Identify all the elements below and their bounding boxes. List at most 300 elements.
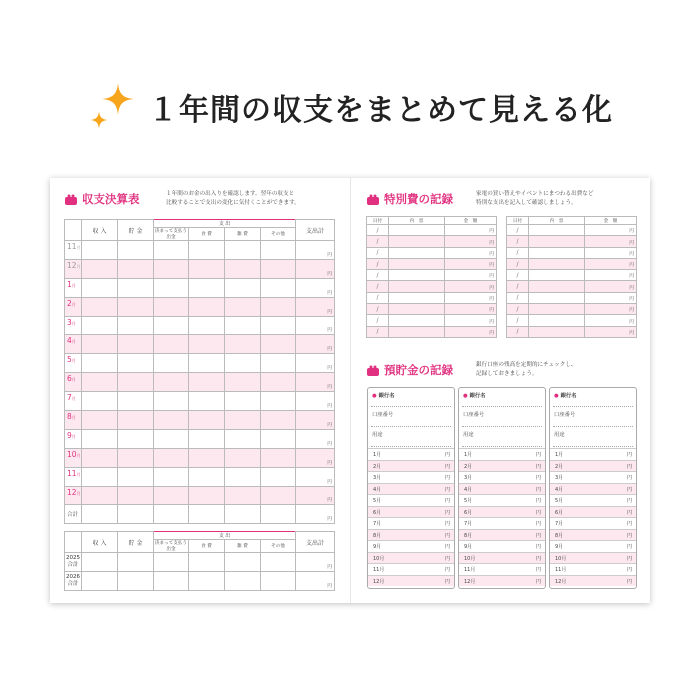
balance-month: 8月 (555, 532, 564, 539)
balance-row[interactable] (368, 529, 454, 541)
balance-row[interactable] (368, 471, 454, 483)
content-cell[interactable] (529, 281, 585, 292)
balance-yen: 円 (444, 475, 450, 481)
month-row (65, 278, 335, 297)
entry-cell[interactable] (118, 259, 154, 278)
month-label (65, 392, 82, 411)
month-label (65, 373, 82, 392)
entry-cell[interactable] (261, 241, 296, 260)
balance-yen: 円 (626, 498, 632, 504)
entry-cell[interactable] (189, 429, 225, 448)
special-row (507, 247, 637, 258)
total-cell[interactable]: 円 (296, 429, 335, 448)
balance-row[interactable] (459, 460, 545, 472)
entry-cell[interactable] (189, 486, 225, 505)
entry-cell[interactable] (154, 467, 189, 486)
balance-row[interactable] (550, 448, 636, 460)
month-row (65, 297, 335, 316)
entry-cell[interactable] (154, 448, 189, 467)
entry-cell[interactable] (118, 354, 154, 373)
month-unit: 月 (71, 339, 76, 345)
total-cell[interactable]: 円 (296, 259, 335, 278)
entry-cell[interactable] (261, 297, 296, 316)
entry-cell[interactable] (225, 467, 261, 486)
total-cell[interactable]: 円 (296, 241, 335, 260)
entry-cell[interactable] (189, 553, 225, 572)
month-unit: 月 (71, 282, 76, 288)
balance-row[interactable] (550, 575, 636, 587)
write-line[interactable] (462, 446, 542, 447)
entry-cell[interactable] (189, 572, 225, 591)
entry-cell[interactable] (261, 278, 296, 297)
balance-yen: 円 (535, 567, 541, 573)
balance-month: 9月 (373, 544, 382, 550)
entry-cell[interactable] (154, 241, 189, 260)
entry-cell[interactable] (154, 572, 189, 591)
content-cell[interactable] (529, 326, 585, 337)
balance-row[interactable] (368, 563, 454, 575)
balance-yen: 円 (626, 463, 632, 470)
special-row (507, 281, 637, 292)
date-cell[interactable]: / (367, 281, 389, 292)
balance-row[interactable] (368, 575, 454, 587)
balance-month: 4月 (555, 486, 564, 493)
write-line[interactable] (553, 426, 633, 427)
entry-cell[interactable] (118, 448, 154, 467)
entry-cell[interactable] (225, 297, 261, 316)
entry-cell[interactable] (225, 259, 261, 278)
balance-row[interactable] (368, 552, 454, 564)
write-line[interactable] (553, 446, 633, 447)
month-row (65, 411, 335, 430)
content-cell[interactable] (529, 258, 585, 269)
content-cell[interactable] (389, 225, 445, 236)
entry-cell[interactable] (154, 316, 189, 335)
balance-yen: 円 (535, 486, 541, 493)
entry-cell[interactable] (118, 316, 154, 335)
entry-cell[interactable] (225, 335, 261, 354)
entry-cell[interactable] (118, 572, 154, 591)
entry-cell[interactable] (118, 411, 154, 430)
month-unit: 月 (76, 245, 81, 250)
entry-cell[interactable] (189, 316, 225, 335)
date-cell[interactable]: / (367, 258, 389, 269)
date-cell[interactable]: / (367, 304, 389, 315)
balance-row[interactable] (459, 517, 545, 529)
entry-cell[interactable] (82, 553, 118, 572)
entry-cell[interactable] (189, 448, 225, 467)
month-label (65, 354, 82, 373)
balance-yen: 円 (535, 521, 541, 527)
amount-cell[interactable]: 円 (445, 258, 497, 269)
total-cell[interactable]: 円 (296, 411, 335, 430)
amount-cell[interactable]: 円 (585, 258, 637, 269)
total-cell[interactable]: 円 (296, 316, 335, 335)
entry-cell[interactable] (154, 278, 189, 297)
entry-cell[interactable] (82, 354, 118, 373)
balance-row[interactable] (550, 529, 636, 541)
balance-row[interactable] (368, 506, 454, 518)
amount-cell[interactable]: 円 (585, 304, 637, 315)
entry-cell[interactable] (82, 429, 118, 448)
headline-area (90, 82, 613, 132)
content-cell[interactable] (389, 247, 445, 258)
total-cell[interactable]: 円 (296, 354, 335, 373)
amount-cell[interactable]: 円 (585, 326, 637, 337)
date-cell[interactable]: / (367, 326, 389, 337)
entry-cell[interactable] (189, 392, 225, 411)
notebook-spread (50, 178, 650, 603)
amount-cell[interactable]: 円 (445, 270, 497, 281)
balance-row[interactable] (550, 540, 636, 552)
special-row (367, 292, 497, 303)
entry-cell[interactable] (261, 467, 296, 486)
entry-cell[interactable] (82, 572, 118, 591)
content-cell[interactable] (389, 292, 445, 303)
month-number: 10 (67, 449, 77, 459)
write-line[interactable] (462, 406, 542, 407)
amount-cell[interactable]: 円 (585, 292, 637, 303)
special-title: 特別費の記録 (384, 192, 453, 206)
entry-cell[interactable] (154, 411, 189, 430)
balance-month: 2月 (555, 463, 564, 470)
date-cell[interactable]: / (507, 292, 529, 303)
date-cell[interactable]: / (507, 225, 529, 236)
total-cell[interactable]: 円 (296, 373, 335, 392)
entry-cell[interactable] (118, 241, 154, 260)
amount-cell[interactable]: 円 (445, 304, 497, 315)
entry-cell[interactable] (225, 429, 261, 448)
month-number: 3 (67, 317, 72, 327)
amount-cell[interactable]: 円 (445, 292, 497, 303)
entry-cell[interactable] (154, 297, 189, 316)
total-cell[interactable]: 円 (296, 297, 335, 316)
balance-row[interactable] (459, 506, 545, 518)
year-total-cell[interactable]: 円 (296, 553, 335, 572)
month-number: 4 (67, 336, 72, 346)
balance-yen: 円 (535, 544, 541, 550)
entry-cell[interactable] (225, 241, 261, 260)
date-cell[interactable]: / (367, 225, 389, 236)
special-row (367, 258, 497, 269)
balance-row[interactable] (459, 529, 545, 541)
date-cell[interactable]: / (507, 247, 529, 258)
entry-cell[interactable] (225, 448, 261, 467)
content-cell[interactable] (389, 236, 445, 247)
balance-row[interactable] (550, 506, 636, 518)
date-cell[interactable]: / (367, 270, 389, 281)
entry-cell[interactable] (118, 429, 154, 448)
total-cell[interactable]: 円 (296, 486, 335, 505)
balance-row[interactable] (368, 483, 454, 495)
year-total-cell[interactable]: 円 (296, 572, 335, 591)
balance-row[interactable] (550, 471, 636, 483)
balance-month: 6月 (555, 509, 564, 516)
balance-month: 4月 (373, 486, 382, 493)
entry-cell[interactable] (118, 553, 154, 572)
entry-cell[interactable] (261, 392, 296, 411)
entry-cell[interactable] (82, 392, 118, 411)
entry-cell[interactable] (189, 354, 225, 373)
balance-yen: 円 (444, 521, 450, 527)
entry-cell[interactable] (261, 429, 296, 448)
balance-row[interactable] (459, 483, 545, 495)
balance-yen: 円 (626, 567, 632, 573)
balance-month: 12月 (464, 578, 476, 585)
date-cell[interactable]: / (507, 304, 529, 315)
entry-cell[interactable] (82, 505, 118, 524)
month-row (65, 467, 335, 486)
entry-cell[interactable] (261, 411, 296, 430)
date-cell[interactable]: / (507, 270, 529, 281)
balance-title: 収支決算表 (82, 192, 140, 206)
entry-cell[interactable] (118, 392, 154, 411)
corner-cell (65, 532, 82, 553)
balance-month: 10月 (555, 555, 567, 562)
amount-cell[interactable]: 円 (585, 315, 637, 326)
content-cell[interactable] (529, 270, 585, 281)
content-cell[interactable] (389, 270, 445, 281)
date-cell[interactable]: / (367, 247, 389, 258)
entry-cell[interactable] (82, 241, 118, 260)
write-line[interactable] (371, 446, 451, 447)
amount-cell[interactable]: 円 (445, 247, 497, 258)
special-row (367, 236, 497, 247)
entry-cell[interactable] (225, 373, 261, 392)
date-cell[interactable]: / (367, 315, 389, 326)
balance-yen: 円 (626, 486, 632, 493)
balance-month: 5月 (464, 498, 473, 504)
balance-row[interactable] (459, 552, 545, 564)
content-cell[interactable] (529, 236, 585, 247)
month-number: 1 (67, 279, 72, 289)
balance-yen: 円 (535, 578, 541, 585)
total-cell[interactable]: 円 (296, 335, 335, 354)
special-row (507, 236, 637, 247)
balance-row[interactable] (550, 552, 636, 564)
entry-cell[interactable] (261, 354, 296, 373)
balance-row[interactable] (550, 563, 636, 575)
entry-cell[interactable] (118, 278, 154, 297)
amount-cell[interactable]: 円 (445, 326, 497, 337)
balance-month: 9月 (464, 544, 473, 550)
entry-cell[interactable] (82, 411, 118, 430)
entry-cell[interactable] (82, 278, 118, 297)
balance-month: 11月 (464, 567, 476, 573)
total-cell[interactable]: 円 (296, 278, 335, 297)
content-cell[interactable] (389, 258, 445, 269)
entry-cell[interactable] (189, 241, 225, 260)
entry-cell[interactable] (154, 259, 189, 278)
entry-cell[interactable] (118, 297, 154, 316)
entry-cell[interactable] (225, 278, 261, 297)
write-line[interactable] (553, 406, 633, 407)
entry-cell[interactable] (154, 429, 189, 448)
write-line[interactable] (462, 426, 542, 427)
entry-cell[interactable] (189, 278, 225, 297)
content-cell[interactable] (389, 315, 445, 326)
entry-cell[interactable] (154, 505, 189, 524)
entry-cell[interactable] (225, 392, 261, 411)
total-cell[interactable]: 円 (296, 392, 335, 411)
entry-cell[interactable] (189, 259, 225, 278)
purse-icon (366, 194, 380, 205)
entry-cell[interactable] (189, 411, 225, 430)
entry-cell[interactable] (189, 297, 225, 316)
entry-cell[interactable] (154, 335, 189, 354)
entry-cell[interactable] (261, 486, 296, 505)
balance-row[interactable] (459, 563, 545, 575)
content-cell[interactable] (389, 281, 445, 292)
entry-cell[interactable] (154, 553, 189, 572)
month-number: 7 (67, 393, 72, 403)
entry-cell[interactable] (154, 486, 189, 505)
entry-cell[interactable] (154, 354, 189, 373)
entry-cell[interactable] (261, 316, 296, 335)
entry-cell[interactable] (82, 467, 118, 486)
balance-row[interactable] (368, 460, 454, 472)
date-cell[interactable]: / (507, 326, 529, 337)
amount-cell[interactable]: 円 (445, 281, 497, 292)
entry-cell[interactable] (225, 486, 261, 505)
entry-cell[interactable] (82, 316, 118, 335)
balance-row[interactable] (459, 448, 545, 460)
balance-section-title (64, 191, 140, 207)
entry-cell[interactable] (261, 373, 296, 392)
month-label (65, 259, 82, 278)
balance-row[interactable] (368, 448, 454, 460)
entry-cell[interactable] (118, 335, 154, 354)
amount-cell[interactable]: 円 (585, 236, 637, 247)
balance-yen: 円 (535, 509, 541, 516)
entry-cell[interactable] (261, 505, 296, 524)
date-cell[interactable]: / (507, 236, 529, 247)
balance-row[interactable] (550, 460, 636, 472)
month-unit: 月 (71, 358, 76, 364)
entry-cell[interactable] (225, 553, 261, 572)
balance-row[interactable] (459, 471, 545, 483)
entry-cell[interactable] (82, 448, 118, 467)
entry-cell[interactable] (82, 335, 118, 354)
entry-cell[interactable] (118, 486, 154, 505)
amount-cell[interactable]: 円 (445, 225, 497, 236)
total-cell[interactable]: 円 (296, 448, 335, 467)
special-row (367, 270, 497, 281)
balance-month: 2月 (373, 463, 382, 470)
month-row (65, 392, 335, 411)
date-cell[interactable]: / (367, 292, 389, 303)
special-note: 家電の買い替えやイベントにまつわる出費など 特別な支出を記入して確認しましょう。 (476, 191, 594, 206)
amount-cell[interactable]: 円 (445, 315, 497, 326)
entry-cell[interactable] (225, 411, 261, 430)
month-unit: 月 (71, 433, 76, 439)
month-number: 6 (67, 374, 72, 384)
special-row (507, 258, 637, 269)
month-unit: 月 (71, 377, 76, 383)
entry-cell[interactable] (261, 259, 296, 278)
balance-month: 6月 (464, 509, 473, 516)
date-cell[interactable]: / (507, 315, 529, 326)
balance-yen: 円 (626, 544, 632, 550)
entry-cell[interactable] (189, 373, 225, 392)
amount-cell[interactable]: 円 (585, 225, 637, 236)
balance-row[interactable] (368, 494, 454, 506)
entry-cell[interactable] (189, 505, 225, 524)
entry-cell[interactable] (154, 373, 189, 392)
content-cell[interactable] (529, 247, 585, 258)
content-cell[interactable] (389, 326, 445, 337)
balance-row[interactable] (550, 494, 636, 506)
balance-yen: 円 (626, 452, 632, 458)
entry-cell[interactable] (118, 373, 154, 392)
month-unit: 月 (71, 396, 76, 402)
yearly-total-table (64, 531, 335, 591)
entry-cell[interactable] (189, 335, 225, 354)
content-cell[interactable] (529, 315, 585, 326)
amount-cell[interactable]: 円 (445, 236, 497, 247)
balance-yen: 円 (444, 532, 450, 539)
entry-cell[interactable] (261, 553, 296, 572)
entry-cell[interactable] (154, 392, 189, 411)
date-cell[interactable]: / (507, 258, 529, 269)
special-row (367, 326, 497, 337)
entry-cell[interactable] (189, 467, 225, 486)
balance-row[interactable] (550, 483, 636, 495)
entry-cell[interactable] (261, 335, 296, 354)
total-cell[interactable]: 円 (296, 467, 335, 486)
balance-yen: 円 (535, 463, 541, 470)
entry-cell[interactable] (82, 297, 118, 316)
balance-row[interactable] (368, 517, 454, 529)
entry-cell[interactable] (118, 505, 154, 524)
entry-cell[interactable] (225, 354, 261, 373)
month-unit: 月 (76, 263, 81, 269)
balance-month: 11月 (373, 567, 385, 573)
entry-cell[interactable] (225, 316, 261, 335)
entry-cell[interactable] (225, 572, 261, 591)
balance-row[interactable] (550, 517, 636, 529)
entry-cell[interactable] (118, 467, 154, 486)
content-cell[interactable] (389, 304, 445, 315)
amount-header: 金 額 (585, 217, 637, 225)
date-cell[interactable]: / (507, 281, 529, 292)
entry-cell[interactable] (261, 572, 296, 591)
balance-row[interactable] (368, 540, 454, 552)
amount-cell[interactable]: 円 (585, 281, 637, 292)
content-cell[interactable] (529, 292, 585, 303)
amount-cell[interactable]: 円 (585, 247, 637, 258)
balance-row[interactable] (459, 494, 545, 506)
entry-cell[interactable] (261, 448, 296, 467)
content-cell[interactable] (529, 225, 585, 236)
write-line[interactable] (371, 426, 451, 427)
entry-cell[interactable] (82, 486, 118, 505)
entry-cell[interactable] (225, 505, 261, 524)
date-cell[interactable]: / (367, 236, 389, 247)
write-line[interactable] (371, 406, 451, 407)
amount-cell[interactable]: 円 (585, 270, 637, 281)
entry-cell[interactable] (82, 259, 118, 278)
content-cell[interactable] (529, 304, 585, 315)
grand-total-cell[interactable]: 円 (296, 505, 335, 524)
balance-month: 8月 (464, 532, 473, 539)
balance-row[interactable] (459, 575, 545, 587)
year-row (65, 553, 335, 572)
content-header: 内 容 (529, 217, 585, 225)
balance-row[interactable] (459, 540, 545, 552)
date-header: 日付 (507, 217, 529, 225)
entry-cell[interactable] (82, 373, 118, 392)
